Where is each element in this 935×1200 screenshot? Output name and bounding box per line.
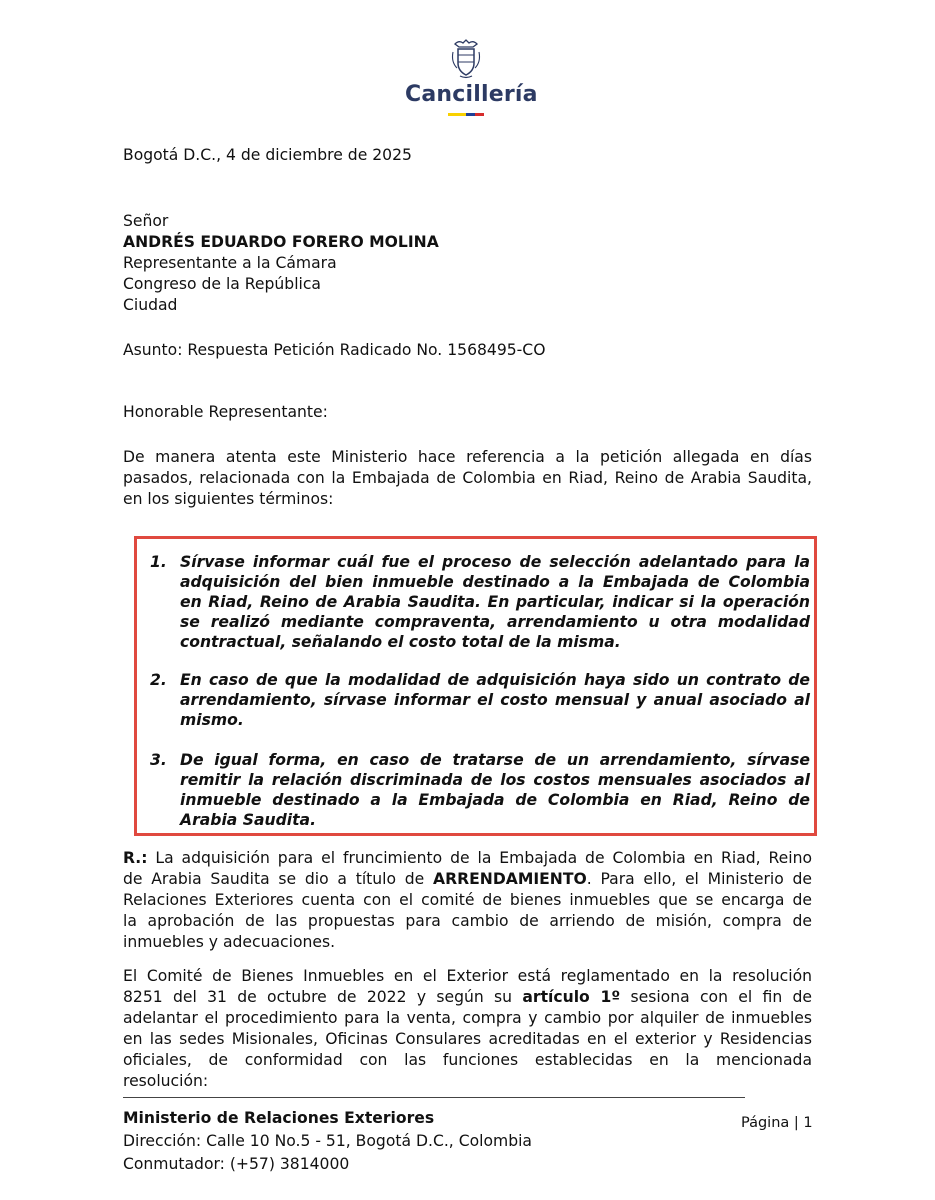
- recipient-city: Ciudad: [123, 296, 178, 314]
- committee-line: adelantar el procedimiento para la venta, compra y cambio por alquiler de inmuebles: [123, 1009, 812, 1027]
- answer-line: Relaciones Exteriores cuenta con el comité de bienes inmuebles que se encarga de: [123, 891, 812, 909]
- answer-paragraph: [123, 848, 812, 953]
- question-line: mismo.: [180, 711, 244, 729]
- recipient-salutation: Señor: [123, 212, 169, 230]
- flag-blue: [466, 113, 475, 116]
- answer-line: inmuebles y adecuaciones.: [123, 933, 336, 951]
- question-line: Arabia Saudita.: [180, 811, 317, 829]
- intro-line: en los siguientes términos:: [123, 490, 334, 508]
- answer-line: la aprobación de las propuestas para cambio de arriendo de misión, compra de: [123, 912, 812, 930]
- intro-line: pasados, relacionada con la Embajada de Colombia en Riad, Reino de Arabia Saudita,: [123, 469, 812, 487]
- question-number: 2.: [150, 671, 167, 689]
- intro-line: De manera atenta este Ministerio hace referencia a la petición allegada en días: [123, 448, 812, 466]
- question-number: 3.: [150, 751, 167, 769]
- committee-line: oficiales, de conformidad con las funciones establecidas en la mencionada: [123, 1051, 812, 1069]
- recipient-name: ANDRÉS EDUARDO FORERO MOLINA: [123, 233, 439, 251]
- question-line: remitir la relación discriminada de los costos mensuales asociados al: [180, 771, 810, 789]
- date-line: Bogotá D.C., 4 de diciembre de 2025: [123, 146, 412, 164]
- question-line: se realizó mediante compraventa, arrendamiento u otra modalidad: [180, 613, 810, 631]
- page-number: Página | 1: [741, 1115, 813, 1131]
- answer-line: R.: La adquisición para el fruncimiento de la Embajada de Colombia en Riad, Reino: [123, 849, 812, 867]
- question-line: arrendamiento, sírvase informar el costo mensual y anual asociado al: [180, 691, 810, 709]
- committee-paragraph: [123, 966, 812, 1092]
- answer-bold-term: ARRENDAMIENTO: [433, 870, 587, 888]
- question-line: Sírvase informar cuál fue el proceso de selección adelantado para la: [180, 553, 810, 571]
- question-line: adquisición del bien inmueble destinado a la Embajada de Colombia: [180, 573, 810, 591]
- recipient-org: Congreso de la República: [123, 275, 321, 293]
- footer-address: Dirección: Calle 10 No.5 - 51, Bogotá D.C., Colombia: [123, 1132, 532, 1150]
- flag-stripe: [448, 113, 484, 116]
- answer-line: de Arabia Saudita se dio a título de ARRENDAMIENTO. Para ello, el Ministerio de: [123, 870, 812, 888]
- answer-label: R.:: [123, 849, 148, 867]
- recipient-role: Representante a la Cámara: [123, 254, 337, 272]
- article-reference: artículo 1º: [522, 988, 621, 1006]
- greeting: Honorable Representante:: [123, 403, 328, 421]
- committee-line: 8251 del 31 de octubre de 2022 y según su artículo 1º sesiona con el fin de: [123, 988, 812, 1006]
- question-line: En caso de que la modalidad de adquisición haya sido un contrato de: [180, 671, 810, 689]
- committee-line: resolución:: [123, 1072, 209, 1090]
- brand-name: Cancillería: [405, 82, 538, 107]
- coat-of-arms-icon: [449, 38, 483, 80]
- flag-yellow: [448, 113, 466, 116]
- question-line: inmueble destinado a la Embajada de Colombia en Riad, Reino de: [180, 791, 810, 809]
- footer-phone: Conmutador: (+57) 3814000: [123, 1155, 350, 1173]
- cancilleria-logo: [405, 38, 538, 116]
- subject-line: Asunto: Respuesta Petición Radicado No. 1568495-CO: [123, 341, 546, 359]
- footer-divider: [123, 1097, 745, 1098]
- flag-red: [475, 113, 484, 116]
- committee-line: en las sedes Misionales, Oficinas Consulares acreditadas en el exterior y Residencias: [123, 1030, 812, 1048]
- question-line: en Riad, Reino de Arabia Saudita. En particular, indicar si la operación: [180, 593, 810, 611]
- footer-org: Ministerio de Relaciones Exteriores: [123, 1109, 435, 1127]
- question-number: 1.: [150, 553, 167, 571]
- committee-line: El Comité de Bienes Inmuebles en el Exterior está reglamentado en la resolución: [123, 967, 812, 985]
- question-line: contractual, señalando el costo total de la misma.: [180, 633, 621, 651]
- intro-paragraph: [123, 447, 812, 510]
- question-line: De igual forma, en caso de tratarse de un arrendamiento, sírvase: [180, 751, 810, 769]
